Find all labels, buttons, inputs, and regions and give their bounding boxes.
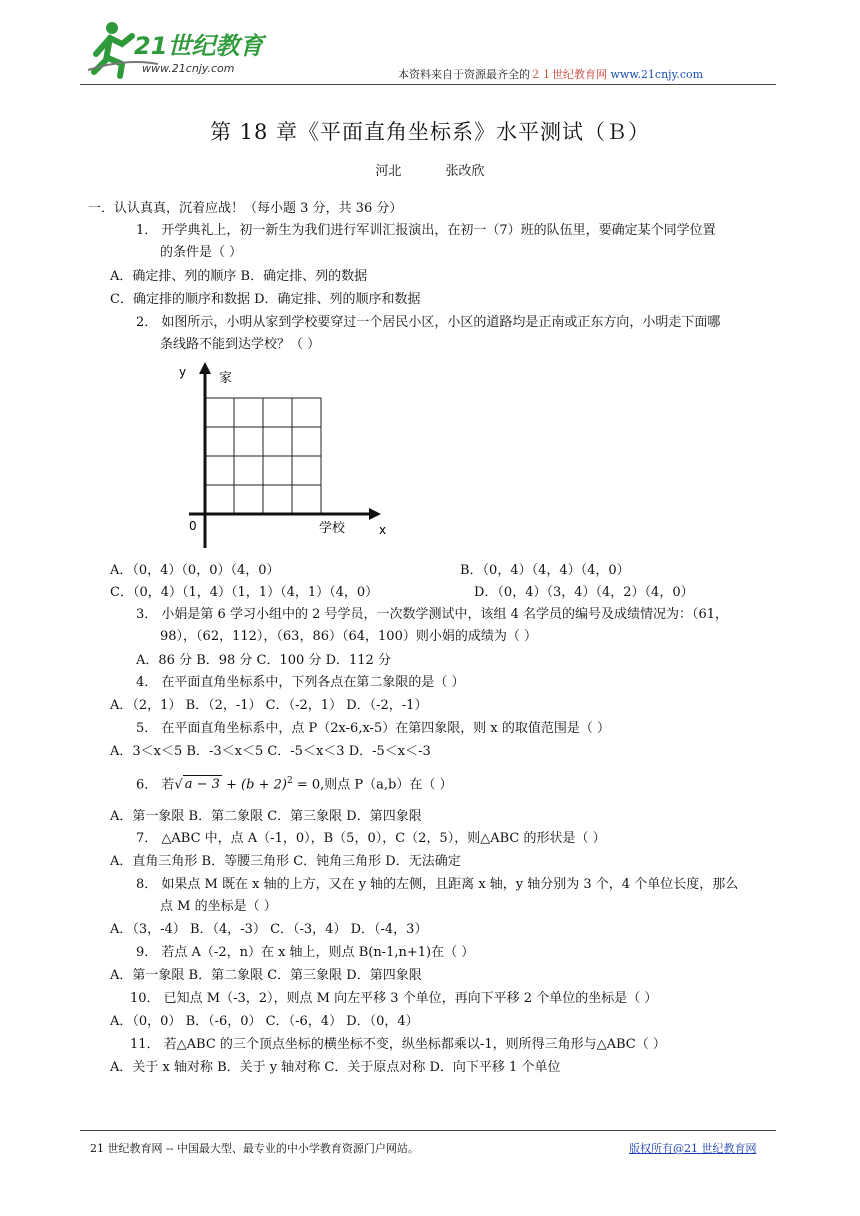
section-heading: 一．认认真真，沉着应战！（每小题 3 分，共 36 分）	[88, 201, 403, 216]
x-axis-label: x	[379, 523, 387, 537]
sqrt-icon: √	[174, 777, 183, 793]
text-line: 11． 若△ABC 的三个顶点坐标的横坐标不变，纵坐标都乘以-1，则所得三角形与△ABC（ ）	[130, 1037, 666, 1052]
text-line: 点 M 的坐标是（ ）	[160, 899, 277, 914]
q6-prefix: 6． 若	[136, 777, 175, 793]
text-line: 2． 如图所示，小明从家到学校要穿过一个居民小区，小区的道路均是正南或正东方向，小明走下面哪	[136, 315, 721, 330]
text-line: C．确定排的顺序和数据 D．确定排、列的顺序和数据	[110, 292, 421, 307]
text-line: A．直角三角形 B．等腰三角形 C．钝角三角形 D．无法确定	[110, 854, 461, 869]
header-note	[398, 66, 703, 82]
page-title: 第 18 章《平面直角坐标系》水平测试（Ｂ）	[209, 120, 651, 144]
question-6	[136, 772, 452, 794]
text-line: A．3＜x＜5 B．-3＜x＜5 C．-5＜x＜3 D．-5＜x＜-3	[110, 744, 431, 759]
author: 河北 张改欣	[375, 164, 485, 179]
logo-sub-text: www.21cnjy.com	[142, 62, 235, 75]
text-line: A．确定排、列的顺序 B．确定排、列的数据	[110, 269, 368, 284]
text-line: 10． 已知点 M（-3，2），则点 M 向左平移 3 个单位，再向下平移 2 个单位的坐标是（ ）	[130, 991, 658, 1006]
header-note-link[interactable]: ２１世纪教育网	[530, 68, 607, 81]
header-note-url[interactable]: www.21cnjy.com	[610, 68, 704, 81]
text-line: 的条件是（ ）	[160, 245, 243, 260]
text-line: 9． 若点 A（-2，n）在 x 轴上，则点 B(n-1,n+1)在（ ）	[136, 945, 475, 960]
text-line: 98），（62，112），（63，86）（64，100）则小娟的成绩为（ ）	[160, 629, 537, 644]
x-axis-arrow-icon	[369, 508, 381, 520]
origin-label: 0	[189, 519, 197, 533]
text-line: C．（0，4）（1，4）（1，1）（4，1）（4，0）	[110, 585, 379, 600]
text-line: A．（2，1） B．（2，-1） C．（-2，1） D．（-2，-1）	[110, 698, 428, 713]
text-line: B．（0，4）（4，4）（4，0）	[460, 563, 630, 578]
text-line: A．第一象限 B．第二象限 C．第三象限 D．第四象限	[110, 809, 422, 824]
text-line: 条线路不能到达学校？（ ）	[160, 337, 321, 352]
site-logo	[86, 14, 286, 80]
header-divider	[80, 84, 776, 85]
text-line: 7． △ABC 中，点 A（-1，0），B（5，0），C（2，5），则△ABC 的形状是（ ）	[136, 831, 606, 846]
school-label: 学校	[319, 521, 346, 536]
home-label: 家	[219, 371, 233, 386]
grid-lines	[205, 398, 321, 514]
q6-exponent: 2	[286, 776, 293, 786]
text-line: 5． 在平面直角坐标系中，点 P（2x-6,x-5）在第四象限，则 x 的取值范围是（ ）	[136, 721, 610, 736]
q6-radicand: a − 3	[184, 777, 220, 793]
text-line: A．（3，-4） B．（4，-3） C．（-3，4） D．（-4，3）	[110, 922, 428, 937]
text-line: A．关于 x 轴对称 B．关于 y 轴对称 C．关于原点对称 D．向下平移 1 个单位	[110, 1060, 561, 1075]
text-line: 4． 在平面直角坐标系中，下列各点在第二象限的是（ ）	[136, 675, 465, 690]
q6-suffix: = 0,则点 P（a,b）在（ ）	[292, 777, 453, 793]
header-note-prefix: 本资料来自于资源最齐全的	[398, 68, 530, 81]
logo-main-text: 21世纪教育	[134, 32, 264, 60]
text-line: A．第一象限 B．第二象限 C．第三象限 D．第四象限	[110, 968, 422, 983]
text-line: A．（0，4）（0，0）（4，0）	[110, 563, 280, 578]
y-axis-arrow-icon	[199, 362, 211, 374]
text-line: D．（0，4）（3，4）（4，2）（4，0）	[474, 585, 694, 600]
y-axis-label: y	[179, 365, 187, 379]
text-line: 1． 开学典礼上，初一新生为我们进行军训汇报演出，在初一（7）班的队伍里，要确定某个同学位置	[136, 223, 716, 238]
text-line: A．86 分 B．98 分 C．100 分 D．112 分	[136, 653, 391, 668]
q6-middle: + (b + 2)	[221, 777, 287, 793]
footer-left-text: 21 世纪教育网 -- 中国最大型、最专业的中小学教育资源门户网站。	[90, 1142, 419, 1155]
grid-figure	[175, 362, 395, 552]
footer-divider	[80, 1130, 776, 1131]
text-line: 8． 如果点 M 既在 x 轴的上方，又在 y 轴的左侧，且距离 x 轴，y 轴分别为 3 个，4 个单位长度，那么	[136, 877, 739, 892]
text-line: 3． 小娟是第 6 学习小组中的 2 号学员，一次数学测试中，该组 4 名学员的编号及成绩情况为：（61，	[136, 607, 729, 622]
text-line: A．（0，0） B．（-6，0） C．（-6，4） D．（0，4）	[110, 1014, 419, 1029]
footer-copyright-link[interactable]: 版权所有@21 世纪教育网	[629, 1142, 757, 1155]
